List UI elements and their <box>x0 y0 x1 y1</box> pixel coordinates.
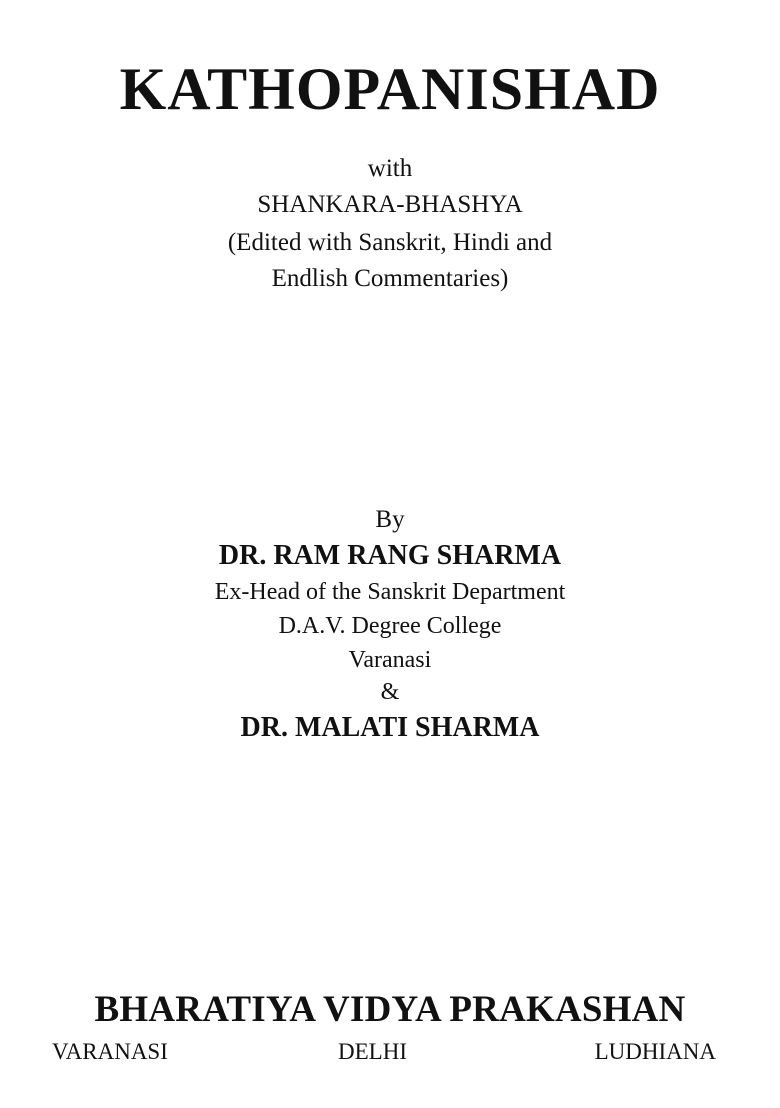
author-conjunction: & <box>380 679 400 705</box>
subtitle-commentary: SHANKARA-BHASHYA <box>257 191 523 218</box>
book-title: KATHOPANISHAD <box>119 56 661 122</box>
author-affiliation-line-2: D.A.V. Degree College <box>278 613 502 639</box>
subtitle-edition-line-1: (Edited with Sanskrit, Hindi and <box>227 229 553 256</box>
by-label: By <box>375 506 405 533</box>
author-1-name: DR. RAM RANG SHARMA <box>218 540 562 571</box>
author-affiliation-line-3: Varanasi <box>348 647 432 673</box>
publisher-city-ludhiana: LUDHIANA <box>594 1039 716 1064</box>
publisher-city-delhi: DELHI <box>338 1039 407 1064</box>
publisher-name: BHARATIYA VIDYA PRAKASHAN <box>94 989 686 1030</box>
author-affiliation-line-1: Ex-Head of the Sanskrit Department <box>214 579 566 605</box>
subtitle-edition-line-2: Endlish Commentaries) <box>271 265 509 292</box>
author-2-name: DR. MALATI SHARMA <box>240 712 540 743</box>
publisher-city-varanasi: VARANASI <box>52 1039 168 1064</box>
subtitle-with: with <box>367 155 413 182</box>
